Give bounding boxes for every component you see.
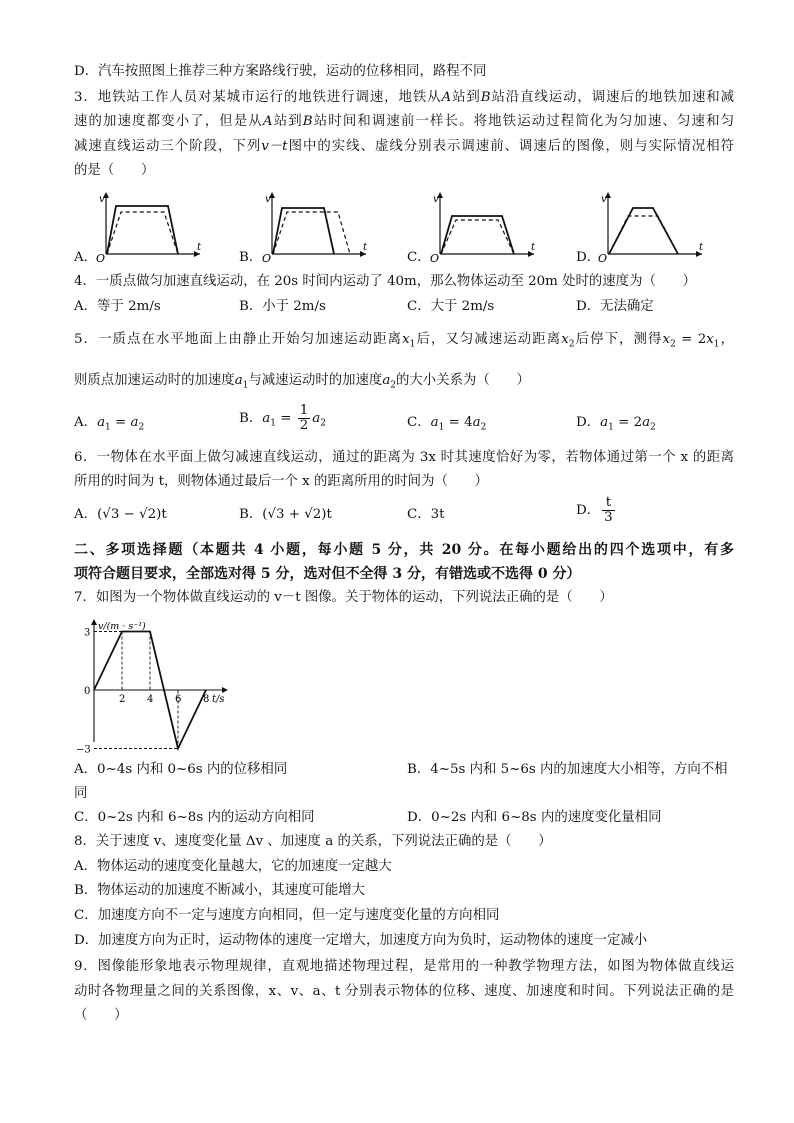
q2-option-d: D．汽车按照图上推荐三种方案路线行驶，运动的位移相同，路程不同	[74, 64, 487, 79]
q7-option-d: D．0~2s 内和 6~8s 内的速度变化量相同	[407, 810, 662, 825]
q7-option-c: C．0~2s 内和 6~8s 内的运动方向相同	[74, 810, 315, 825]
svg-text:v: v	[265, 194, 271, 205]
q4-option-a: A．等于 2m/s	[74, 299, 161, 314]
q8-stem: 8．关于速度 v、速度变化量 Δv 、加速度 a 的关系，下列说法正确的是（ ）	[74, 834, 552, 849]
q4-option-d: D．无法确定	[576, 299, 654, 314]
q6-stem-line-2: 所用的时间为 t，则物体通过最后一个 x 的距离所用的时间为（ ）	[74, 474, 489, 489]
svg-text:t: t	[531, 242, 536, 253]
q8-option-c: C．加速度方向不一定与速度方向相同，但一定与速度变化量的方向相同	[74, 908, 500, 923]
q7-ytick-neg3: −3	[76, 744, 91, 756]
q7-x-axis-arrow	[222, 687, 228, 693]
q3-option-c-graph	[430, 188, 540, 265]
q7-xtick-2: 2	[119, 694, 126, 705]
q6-option-a: A．(√3 − √2)t	[74, 507, 167, 522]
svg-text:v: v	[99, 194, 105, 205]
q7-vt-graph	[74, 614, 234, 756]
q6-option-b: B．(√3 + √2)t	[239, 507, 332, 522]
svg-text:O: O	[96, 252, 106, 265]
svg-text:t: t	[699, 242, 704, 253]
q8-option-a: A．物体运动的速度变化量越大，它的加速度一定越大	[74, 859, 392, 874]
q3-stem-line-3: 减速直线运动三个阶段，下列v－t图中的实线、虚线分别表示调速前、调速后的图像，则与实际情况相符	[74, 139, 734, 154]
q5-stem-line-1: 5．一质点在水平地面上由静止开始匀加速运动距离$x_1$后，又匀减速运动距离$x_2$后停下，测得$x_2 = 2x_1$，	[74, 332, 735, 350]
q7-x-label: t/s	[212, 694, 225, 705]
q4-option-b: B．小于 2m/s	[239, 299, 326, 314]
q3-stem-line-1: 3．地铁站工作人员对某城市运行的地铁进行调速，地铁从A站到B站沿直线运动，调速后的地铁加速和减	[74, 90, 735, 105]
q3-option-a-graph	[96, 188, 206, 265]
q7-option-b-wrap: 同	[74, 786, 88, 801]
q3-option-d-graph	[598, 188, 708, 265]
q3-option-c-label: C．	[407, 250, 431, 265]
section-2-heading-line-1: 二、多项选择题（本题共 4 小题，每小题 5 分，共 20 分。在每小题给出的四个选项中，有多	[74, 542, 734, 558]
q3-option-b-graph	[262, 188, 372, 265]
q5-stem-line-2: 则质点加速运动时的加速度$a_1$与减速运动时的加速度$a_2$的大小关系为（ ）	[74, 373, 530, 391]
q7-stem: 7．如图为一个物体做直线运动的 v－t 图像。关于物体的运动，下列说法正确的是（ ）	[74, 590, 613, 605]
q3-option-b-label: B．	[239, 250, 263, 265]
q7-y-axis-arrow	[91, 619, 97, 625]
svg-text:t: t	[197, 242, 202, 253]
q7-ytick-0: 0	[84, 686, 91, 697]
q6-option-c: C．3t	[407, 507, 445, 522]
svg-text:v: v	[433, 194, 439, 205]
q7-option-b: B．4~5s 内和 5~6s 内的加速度大小相等，方向不相	[407, 762, 728, 777]
q7-ytick-3: 3	[84, 627, 91, 639]
q5-option-c: C．$a_1 = 4a_2$	[407, 415, 487, 433]
q7-y-label: v/(m · s⁻¹)	[98, 621, 146, 632]
svg-text:O: O	[430, 252, 440, 265]
q5-option-d: D．$a_1 = 2a_2$	[576, 415, 656, 433]
q9-stem-line-1: 9．图像能形象地表示物理规律，直观地描述物理过程，是常用的一种教学物理方法，如图为物体做直线运	[74, 959, 734, 974]
q7-xtick-8: 8	[203, 694, 210, 705]
svg-text:O: O	[598, 252, 608, 265]
q7-xtick-4: 4	[147, 694, 154, 705]
svg-text:t: t	[363, 242, 368, 253]
q9-stem-line-3: （ ）	[74, 1008, 128, 1023]
q3-stem-line-4: 的是（ ）	[74, 163, 155, 178]
q5-option-b: B．$a_1$ = $\frac{1}{2}$ $a_2$	[239, 403, 326, 433]
q6-option-d: D． $\frac{t}{3}$	[576, 495, 613, 525]
q8-option-d: D．加速度方向为正时，运动物体的速度一定增大，加速度方向为负时，运动物体的速度一定减小	[74, 933, 648, 948]
q3-option-a-label: A．	[74, 250, 98, 265]
svg-text:v: v	[601, 194, 607, 205]
section-2-heading-line-2: 项符合题目要求，全部选对得 5 分，选对但不全得 3 分，有错选或不选得 0 分）	[74, 566, 581, 582]
q3-stem-line-2: 速的加速度都变小了，但是从A站到B站时间和调速前一样长。将地铁运动过程简化为匀加速、匀速和匀	[74, 114, 735, 129]
q6-stem-line-1: 6．一物体在水平面上做匀减速直线运动，通过的距离为 3x 时其速度恰好为零，若物体通过第一个 x 的距离	[74, 450, 734, 465]
q7-option-a: A．0~4s 内和 0~6s 内的位移相同	[74, 762, 288, 777]
q4-option-c: C．大于 2m/s	[407, 299, 495, 314]
q8-option-b: B．物体运动的加速度不断减小，其速度可能增大	[74, 883, 366, 898]
svg-text:O: O	[262, 252, 272, 265]
q7-xtick-6: 6	[175, 694, 182, 705]
q4-stem: 4．一质点做匀加速直线运动，在 20s 时间内运动了 40m，那么物体运动至 20m 处时的速度为（ ）	[74, 274, 697, 289]
q5-option-a: A．$a_1 = a_2$	[74, 415, 145, 433]
q3-option-d-label: D．	[576, 250, 601, 265]
q9-stem-line-2: 动时各物理量之间的关系图像，x、v、a、t 分别表示物体的位移、速度、加速度和时间。下列说法正确的是	[74, 984, 734, 999]
